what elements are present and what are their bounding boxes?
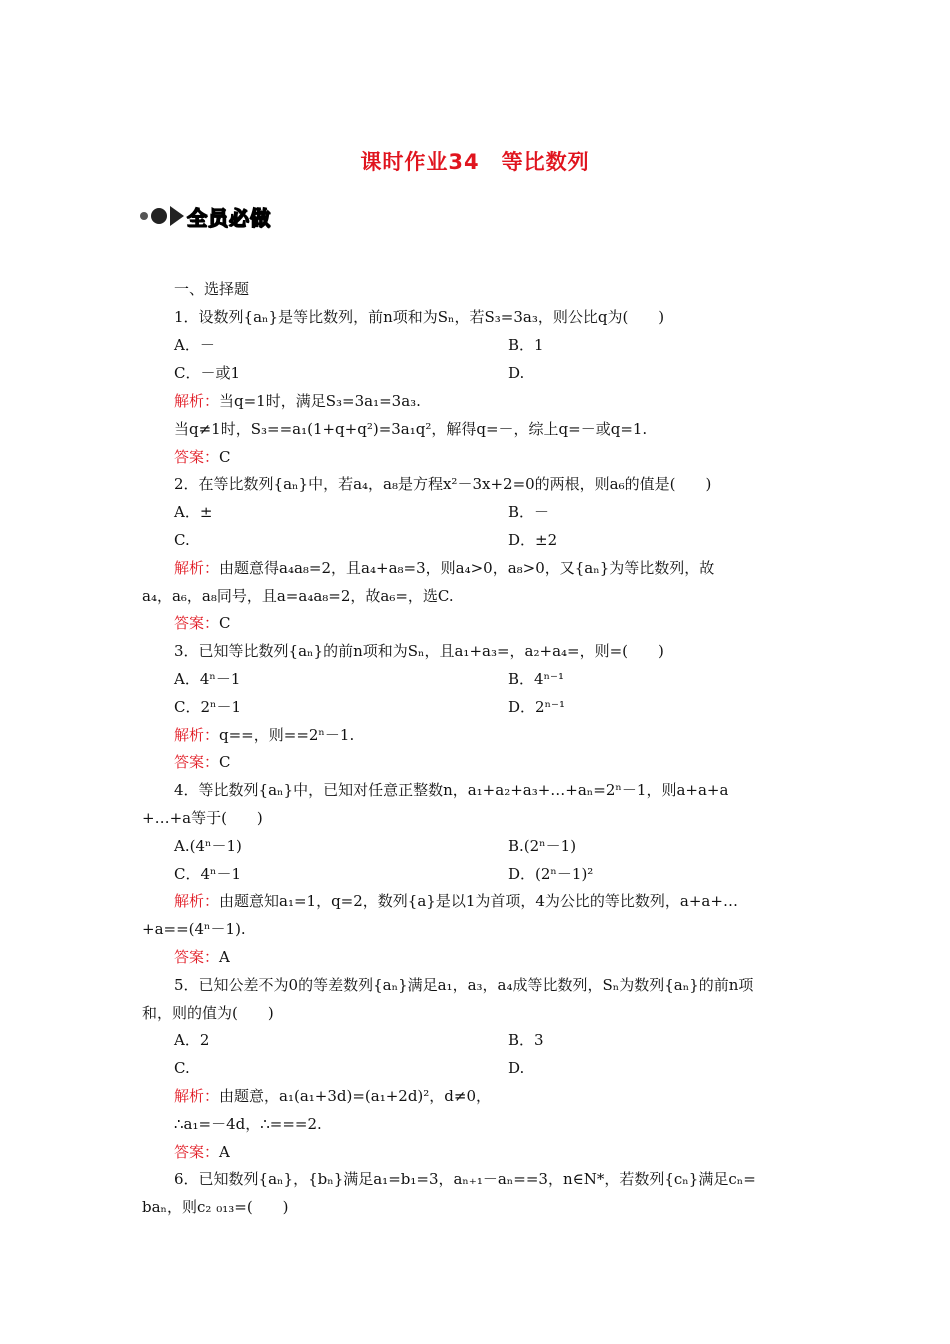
solution-line: 当q≠1时，S₃==a₁(1+q+q²)=3a₁q²，解得q=－，综上q=－或q=1. [174,420,648,438]
answer-line [174,947,230,967]
question-5: 5．已知公差不为0的等差数列{aₙ}满足a₁，a₃，a₄成等比数列，Sₙ为数列{aₙ}的前n项 [174,976,754,994]
solution-text: 由题意得a₄a₈=2，且a₄+a₈=3，则a₄>0，a₈>0，又{aₙ}为等比数列，故 [219,559,715,577]
option-a: A.(4ⁿ－1) [174,837,242,855]
option-b: B．－ [508,503,550,521]
option-c: C. [174,1059,190,1077]
answer-label: 答案： [174,448,220,466]
answer-label: 答案： [174,1143,220,1161]
answer-value: C [219,614,231,632]
option-a: A．4ⁿ－1 [174,670,241,688]
answer-label: 答案： [174,614,220,632]
question-4-cont: +…+a等于( ) [142,809,263,827]
option-d: D．2ⁿ⁻¹ [508,698,565,716]
answer-label: 答案： [174,948,220,966]
option-a: A．± [174,503,213,521]
solution-text: 由题意知a₁=1，q=2，数列{a}是以1为首项，4为公比的等比数列，a+a+… [219,892,738,910]
option-b: B．4ⁿ⁻¹ [508,670,564,688]
bullet-dot-icon [140,212,148,220]
option-d: D. [508,1059,525,1077]
section-heading: 一、选择题 [174,280,250,298]
bullet-dot-icon [151,208,167,224]
option-d: D．±2 [508,531,558,549]
section-banner-label: 全员必做 [187,205,271,230]
arrow-right-icon [170,206,184,226]
option-a: A．2 [174,1031,210,1049]
solution-line: a₄，a₆，a₈同号，且a=a₄a₈=2，故a₆=，选C. [142,587,454,605]
answer-line [174,613,231,633]
solution-line [174,391,421,411]
question-2: 2．在等比数列{aₙ}中，若a₄，a₈是方程x²－3x+2=0的两根，则a₆的值是( ) [174,475,712,493]
option-c: C．－或1 [174,364,241,382]
question-6: 6．已知数列{aₙ}，{bₙ}满足a₁=b₁=3，aₙ₊₁－aₙ==3，n∈N*，若数列{cₙ}满足cₙ= [174,1170,756,1188]
solution-label: 解析： [174,726,220,744]
solution-line [174,725,354,745]
answer-line [174,1142,230,1162]
solution-line [174,891,738,911]
solution-label: 解析： [174,392,220,410]
option-d: D. [508,364,525,382]
option-c: C．4ⁿ－1 [174,865,242,883]
solution-line: ∴a₁=－4d，∴===2. [174,1115,322,1133]
answer-value: C [219,753,231,771]
option-b: B．3 [508,1031,544,1049]
option-d: D．(2ⁿ－1)² [508,865,594,883]
option-c: C. [174,531,190,549]
answer-value: A [219,1143,230,1161]
solution-label: 解析： [174,559,220,577]
section-banner [140,203,271,229]
solution-text: q==，则==2ⁿ－1. [219,726,355,744]
question-6-cont: baₙ，则c₂ ₀₁₃=( ) [142,1198,289,1216]
question-3: 3．已知等比数列{aₙ}的前n项和为Sₙ，且a₁+a₃=，a₂+a₄=，则=( ) [174,642,664,660]
answer-value: A [219,948,230,966]
answer-value: C [219,448,231,466]
option-a: A．－ [174,336,215,354]
solution-line [174,1086,491,1106]
answer-line [174,447,231,467]
solution-line: +a==(4ⁿ－1). [142,920,246,938]
question-4: 4．等比数列{aₙ}中，已知对任意正整数n，a₁+a₂+a₃+…+aₙ=2ⁿ－1，则a+a+a [174,781,729,799]
solution-text: 当q=1时，满足S₃=3a₁=3a₃. [219,392,421,410]
solution-label: 解析： [174,892,220,910]
question-1: 1．设数列{aₙ}是等比数列，前n项和为Sₙ，若S₃=3a₃，则公比q为( ) [174,308,665,326]
solution-line [174,558,714,578]
answer-line [174,752,231,772]
question-5-cont: 和，则的值为( ) [142,1004,274,1022]
solution-label: 解析： [174,1087,220,1105]
option-b: B．1 [508,336,544,354]
option-c: C．2ⁿ－1 [174,698,242,716]
option-b: B.(2ⁿ－1) [508,837,577,855]
page-title: 课时作业34 等比数列 [360,150,590,174]
solution-text: 由题意，a₁(a₁+3d)=(a₁+2d)²，d≠0， [219,1087,492,1105]
answer-label: 答案： [174,753,220,771]
